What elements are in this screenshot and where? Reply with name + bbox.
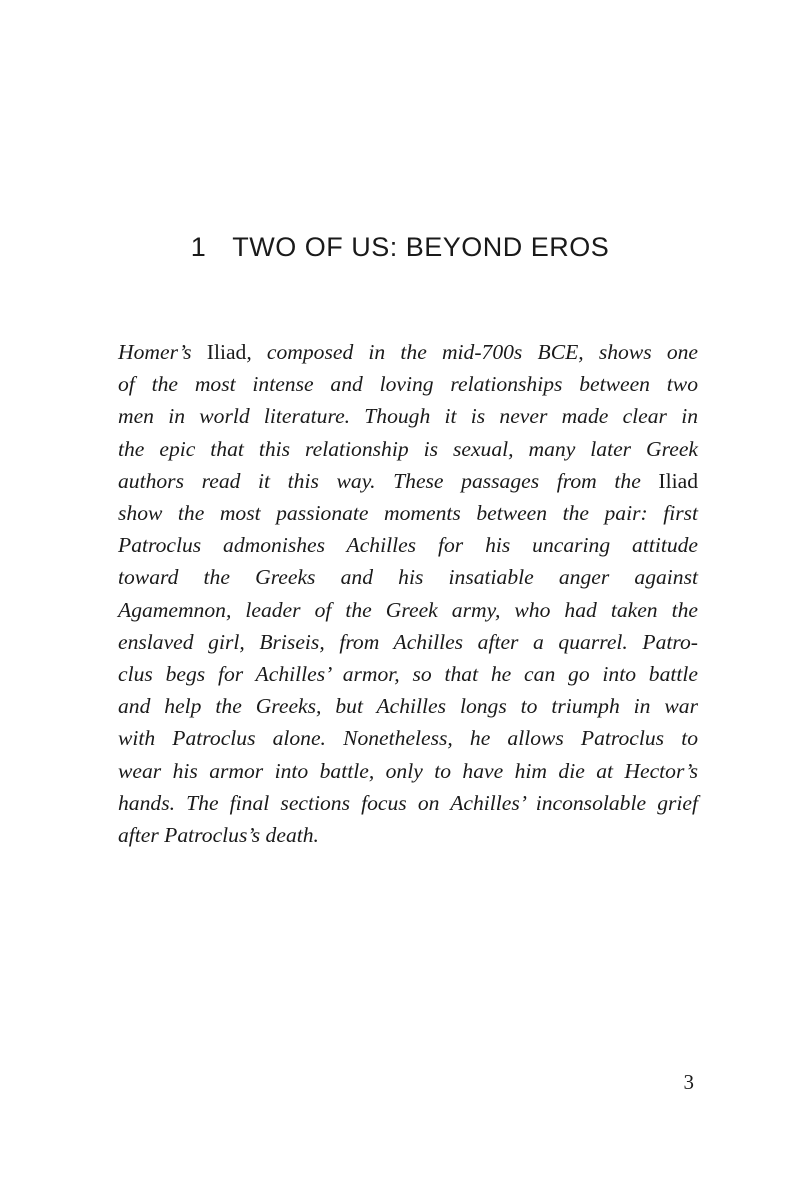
intro-line bbox=[118, 368, 698, 400]
intro-text: after Patroclus’s death. bbox=[118, 823, 319, 848]
intro-text: Agamemnon, leader of the Greek army, who had taken the bbox=[118, 597, 698, 622]
intro-text: men in world literature. Though it is never made clear in bbox=[118, 404, 698, 429]
chapter-number: 1 bbox=[190, 232, 207, 262]
intro-line bbox=[118, 819, 698, 851]
intro-text: authors read it this way. These passages from the bbox=[118, 468, 659, 493]
intro-text: and help the Greeks, but Achilles longs to triumph in war bbox=[118, 694, 698, 719]
intro-line bbox=[118, 465, 698, 497]
work-title: Iliad bbox=[206, 340, 247, 364]
intro-line bbox=[118, 336, 698, 368]
intro-line bbox=[118, 594, 698, 626]
intro-text: enslaved girl, Briseis, from Achilles after a quarrel. Patro- bbox=[118, 629, 698, 654]
intro-text: Patroclus admonishes Achilles for his uncaring attitude bbox=[118, 533, 698, 558]
intro-text: the epic that this relationship is sexual, many later Greek bbox=[118, 436, 698, 461]
intro-line bbox=[118, 626, 698, 658]
intro-text: Homer’s bbox=[118, 340, 207, 364]
intro-text: wear his armor into battle, only to have him die at Hector’s bbox=[118, 758, 698, 783]
intro-line bbox=[118, 433, 698, 465]
intro-text: hands. The final sections focus on Achilles’ inconsolable grief bbox=[118, 790, 698, 815]
intro-line bbox=[118, 690, 698, 722]
intro-line bbox=[118, 497, 698, 529]
chapter-introduction bbox=[118, 336, 698, 851]
work-title: Iliad bbox=[658, 468, 698, 493]
intro-line bbox=[118, 561, 698, 593]
intro-line bbox=[118, 787, 698, 819]
intro-text: of the most intense and loving relationships between two bbox=[118, 372, 698, 397]
intro-text: clus begs for Achilles’ armor, so that he can go into battle bbox=[118, 662, 698, 687]
chapter-title: TWO OF US: BEYOND EROS bbox=[232, 232, 610, 262]
chapter-heading bbox=[0, 232, 800, 263]
intro-line bbox=[118, 755, 698, 787]
intro-line bbox=[118, 529, 698, 561]
intro-text: , composed in the mid-700s BCE, shows one bbox=[246, 340, 699, 364]
page-number: 3 bbox=[683, 1070, 694, 1094]
intro-text: toward the Greeks and his insatiable anger against bbox=[118, 565, 698, 590]
intro-line bbox=[118, 658, 698, 690]
intro-line bbox=[118, 400, 698, 432]
intro-line bbox=[118, 722, 698, 754]
intro-text: show the most passionate moments between the pair: first bbox=[118, 501, 698, 526]
intro-text: with Patroclus alone. Nonetheless, he allows Patroclus to bbox=[118, 726, 698, 751]
